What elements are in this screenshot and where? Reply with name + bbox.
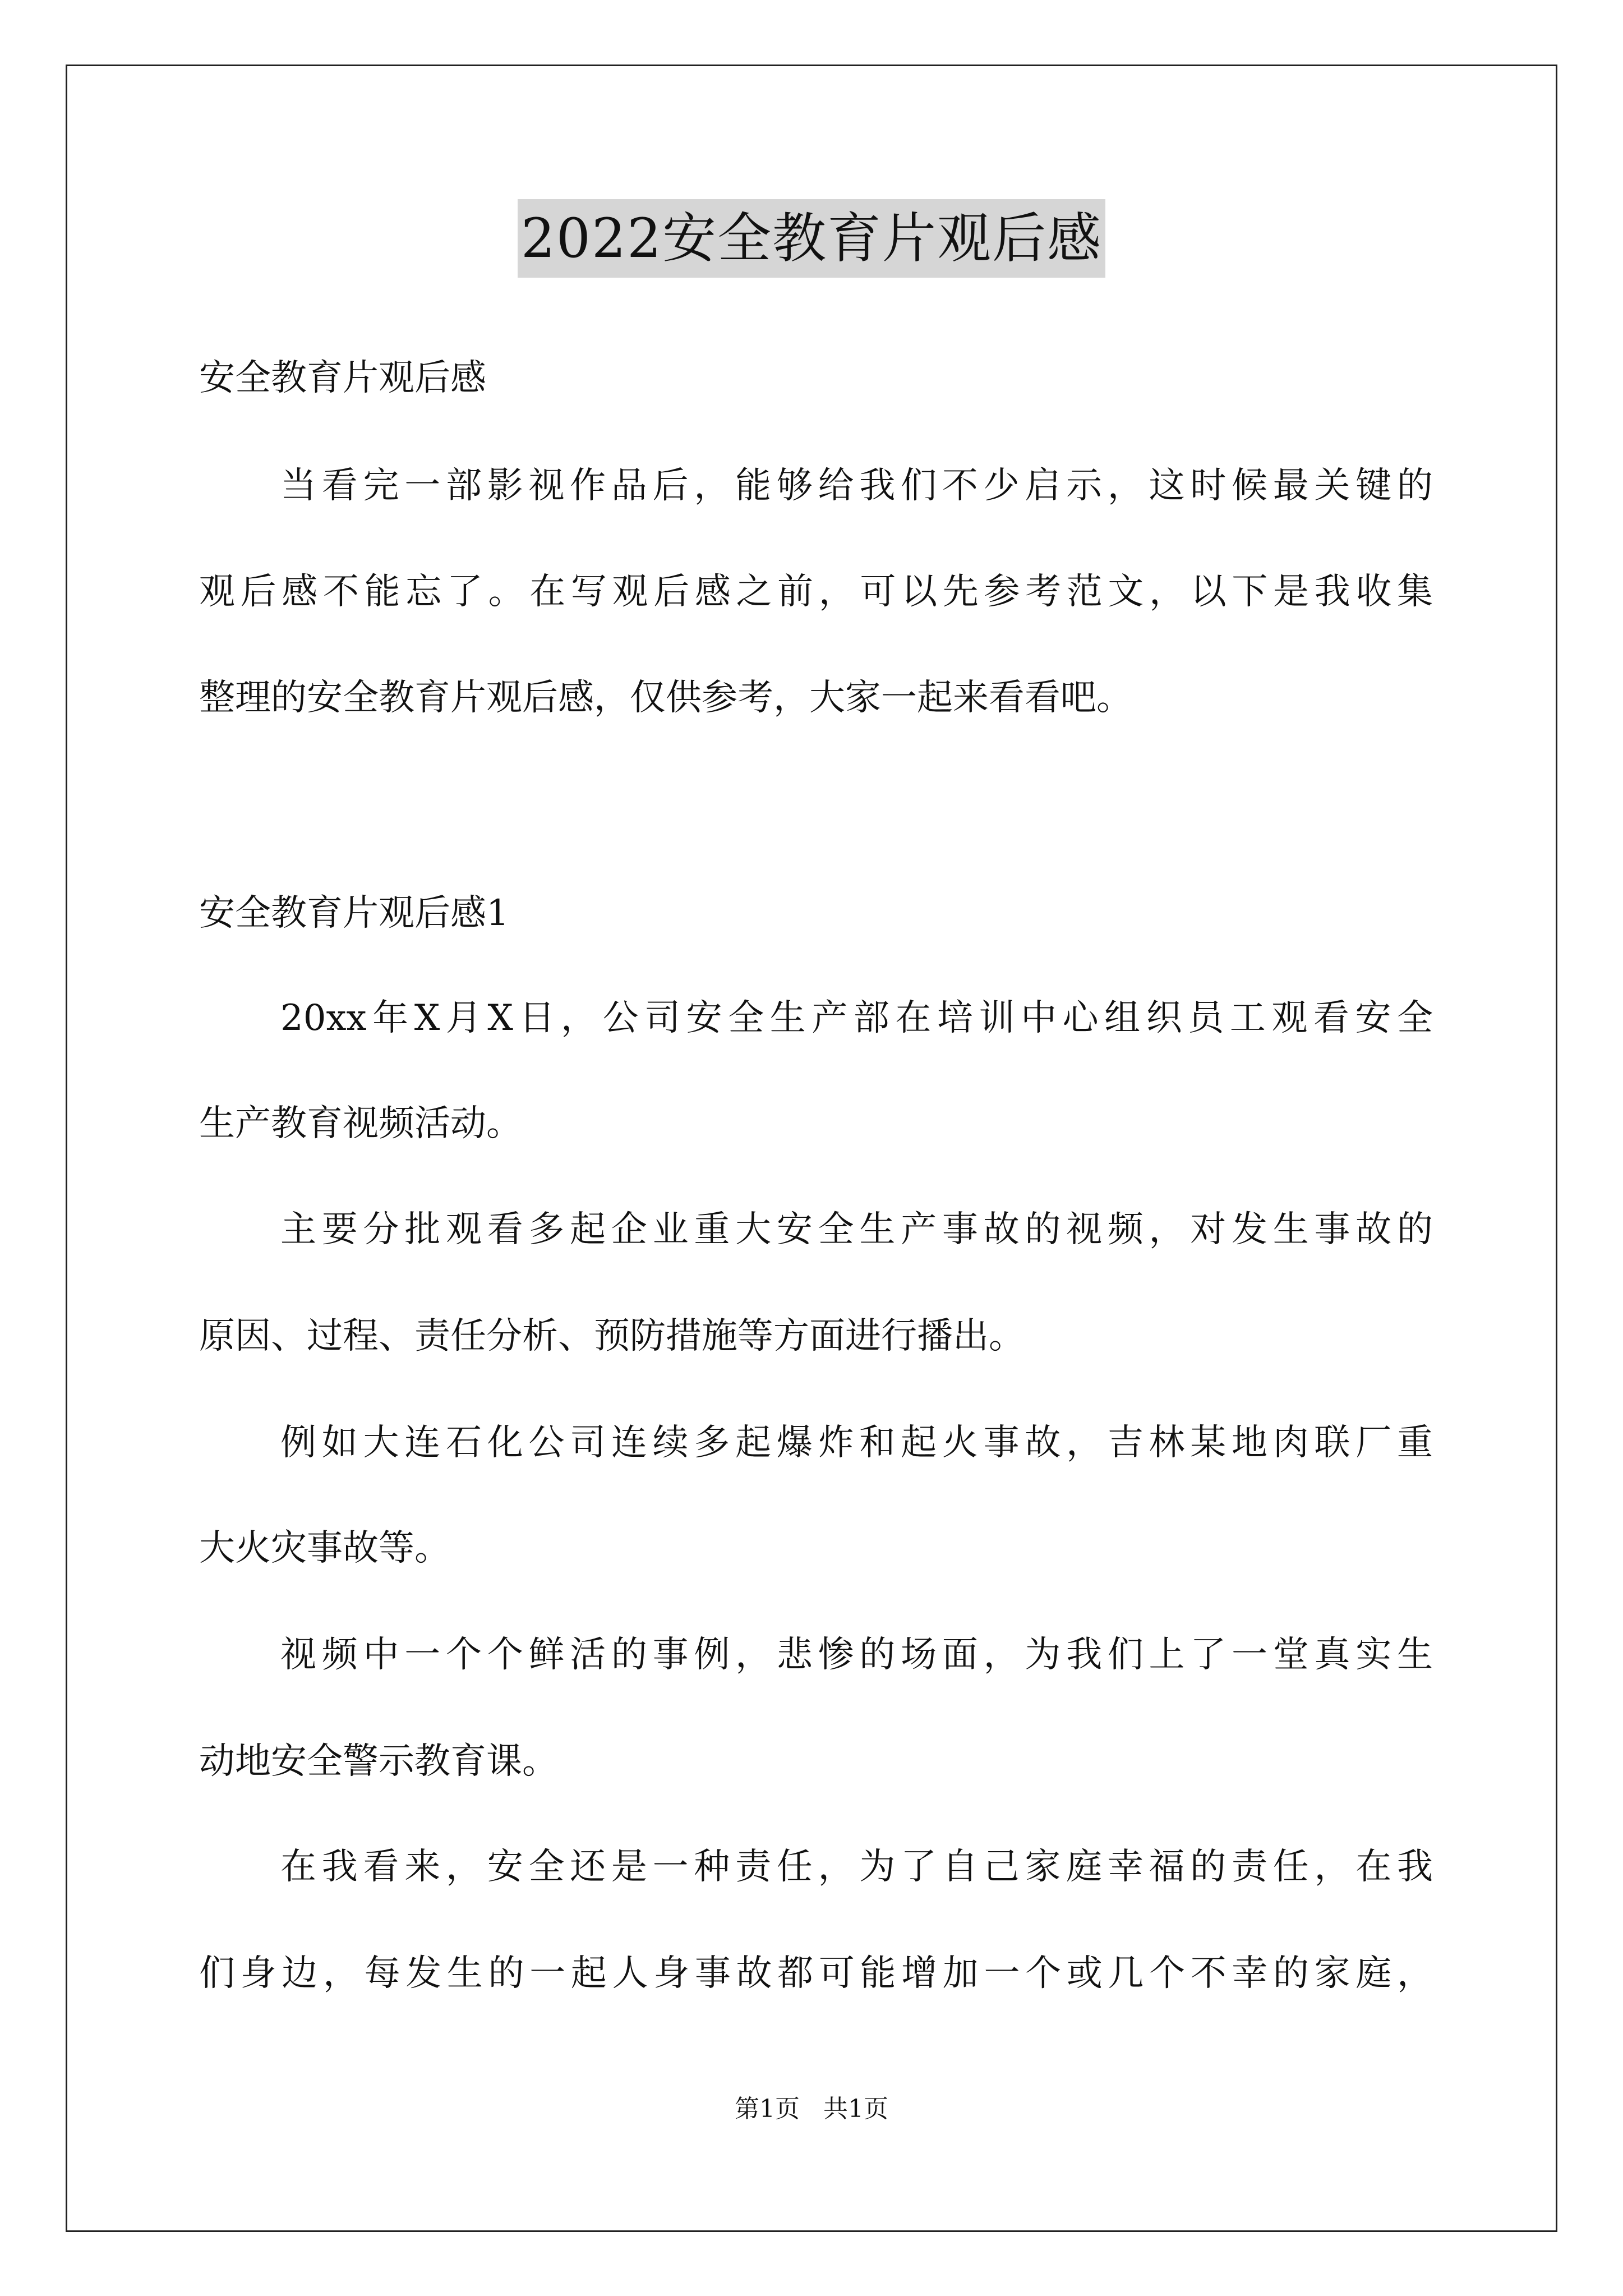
paragraph-line: 主要分批观看多起企业重大安全生产事故的视频，对发生事故的: [280, 1209, 1433, 1250]
paragraph-line: 当看完一部影视作品后，能够给我们不少启示，这时候最关键的: [280, 465, 1433, 507]
paragraph-line: 们身边，每发生的一起人身事故都可能增加一个或几个不幸的家庭，: [199, 1953, 1433, 1994]
paragraph-line: 观后感不能忘了。在写观后感之前，可以先参考范文，以下是我收集: [199, 571, 1433, 613]
paragraph-line: 在我看来，安全还是一种责任，为了自己家庭幸福的责任，在我: [280, 1846, 1433, 1888]
paragraph-line: 整理的安全教育片观后感，仅供参考，大家一起来看看吧。: [199, 677, 1132, 719]
paragraph-line: 生产教育视频活动。: [199, 1103, 522, 1144]
page-number: 第1页 共1页: [735, 2095, 888, 2123]
paragraph-line: 例如大连石化公司连续多起爆炸和起火事故，吉林某地肉联厂重: [280, 1422, 1433, 1464]
document-title: 2022安全教育片观后感: [518, 199, 1105, 278]
page-footer: [0, 2092, 1623, 2126]
paragraph-line: 动地安全警示教育课。: [199, 1741, 558, 1782]
paragraph-line: 20xx年X月X日，公司安全生产部在培训中心组织员工观看安全: [280, 997, 1433, 1039]
paragraph-line: 原因、过程、责任分析、预防措施等方面进行播出。: [199, 1315, 1025, 1357]
section-heading: 安全教育片观后感: [199, 357, 486, 399]
paragraph-line: 大火灾事故等。: [199, 1527, 450, 1569]
paragraph-line: 视频中一个个鲜活的事例，悲惨的场面，为我们上了一堂真实生: [280, 1634, 1433, 1676]
title-container: [0, 199, 1623, 278]
section-heading: 安全教育片观后感1: [199, 892, 509, 934]
